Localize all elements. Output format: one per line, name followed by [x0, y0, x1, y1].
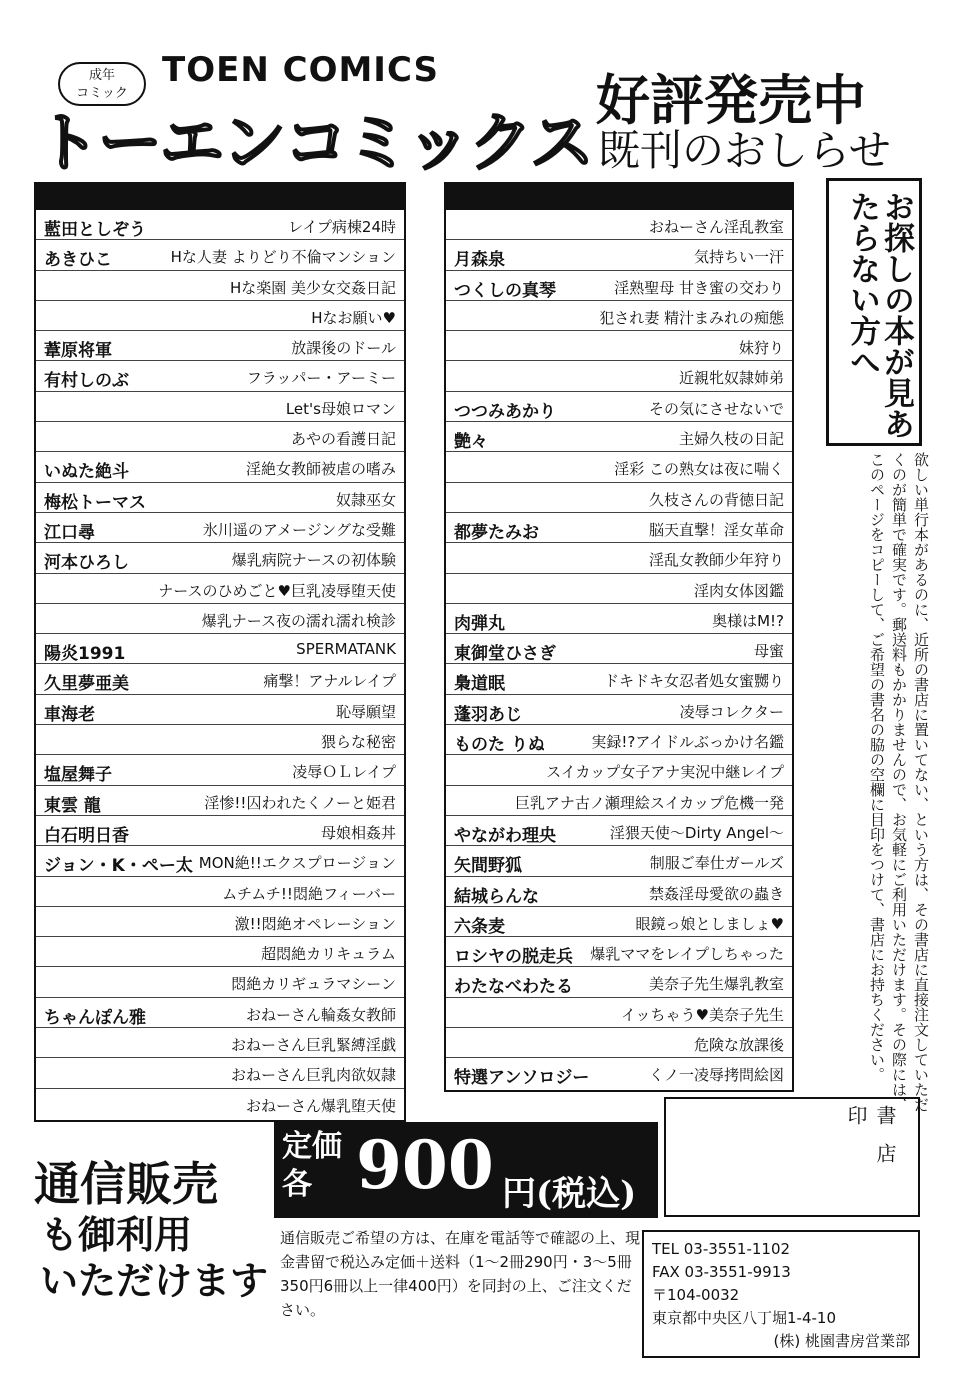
book-title: ドキドキ女忍者処女蜜嬲り	[603, 672, 784, 691]
seinen-label: 成年 コミック	[76, 68, 128, 101]
book-title: 美奈子先生爆乳教室	[648, 975, 784, 994]
book-row	[446, 301, 792, 331]
bookstore-stamp-box	[664, 1097, 920, 1217]
book-row	[446, 816, 792, 846]
book-title: 実録!?アイドルぶっかけ名鑑	[591, 733, 784, 752]
book-row	[36, 937, 404, 967]
book-author: ジョン・K・ペー太	[44, 856, 193, 877]
book-row	[446, 271, 792, 301]
book-title: Hな人妻 よりどり不倫マンション	[170, 248, 396, 267]
book-row	[36, 604, 404, 634]
book-author: 久里夢亜美	[44, 674, 129, 695]
mail-order-subtitle-1: も御利用	[40, 1213, 193, 1257]
book-author: 江口尋	[44, 522, 95, 543]
book-row	[446, 513, 792, 543]
book-title: おねーさん巨乳肉欲奴隷	[230, 1066, 396, 1085]
book-row	[36, 634, 404, 664]
book-author: 白石明日香	[44, 825, 129, 846]
book-title: 淫肉女体図鑑	[693, 581, 784, 600]
book-row	[36, 361, 404, 391]
mail-order-subtitle	[40, 1212, 268, 1304]
book-row	[36, 422, 404, 452]
book-author: 梟道眠	[454, 674, 505, 695]
contact-address: 東京都中央区八丁堀1-4-10	[652, 1309, 836, 1327]
book-author: 蓬羽あじ	[454, 704, 522, 725]
stamp-label: 書店印	[844, 1105, 897, 1181]
book-title: 巨乳アナ古ノ瀬理絵スイカップ危機一発	[514, 793, 784, 812]
book-row	[36, 301, 404, 331]
book-row	[36, 664, 404, 694]
book-row	[446, 574, 792, 604]
book-row	[36, 998, 404, 1028]
book-row	[446, 755, 792, 785]
book-row	[446, 210, 792, 240]
book-row	[36, 755, 404, 785]
mail-order-title: 通信販売	[34, 1157, 218, 1211]
book-row	[446, 483, 792, 513]
left-list-header-bar	[36, 184, 404, 210]
book-title: 禁姦淫母愛欲の蟲き	[648, 884, 784, 903]
book-row	[446, 846, 792, 876]
book-row	[36, 816, 404, 846]
book-title: 爆乳病院ナースの初体験	[231, 551, 396, 570]
book-author: 葦原将軍	[44, 341, 112, 362]
book-row	[36, 210, 404, 240]
book-title: フラッパー・アーミー	[246, 369, 396, 388]
book-title: 妹狩り	[738, 339, 784, 358]
book-title: 痛撃！アナルレイプ	[263, 672, 396, 691]
book-title: Hなお願い♥	[311, 308, 396, 327]
book-author: いぬた絶斗	[44, 462, 129, 483]
book-title: 淫惨!!囚われたくノーと姫君	[204, 793, 396, 812]
book-row	[36, 513, 404, 543]
book-title: 主婦久枝の日記	[678, 430, 784, 449]
book-row	[36, 1058, 404, 1088]
book-title: 淫猥天使〜Dirty Angel〜	[609, 823, 784, 842]
book-author: 東雲 龍	[44, 795, 101, 816]
book-row	[36, 331, 404, 361]
book-author: ちゃんぽん雅	[44, 1007, 146, 1028]
book-title: 奥様はM!?	[712, 611, 784, 630]
sidebar-heading-box	[826, 178, 922, 446]
price-value: 900	[356, 1126, 494, 1204]
mail-order-instructions: 通信販売ご希望の方は、在庫を電話等で確認の上、現金書留で税込み定価＋送料（1〜2冊290円・3〜5冊350円6冊以上一律400円）を同封の上、ご注文ください。	[280, 1229, 641, 1319]
book-title: 脳天直撃！淫女革命	[648, 520, 784, 539]
book-row	[446, 1058, 792, 1088]
book-row	[36, 452, 404, 482]
right-list-rows	[446, 210, 792, 1089]
book-title: おねーさん巨乳緊縛淫戯	[230, 1036, 396, 1055]
book-row	[446, 786, 792, 816]
book-title: 放課後のドール	[291, 339, 396, 358]
book-row	[36, 695, 404, 725]
book-author: 月森泉	[454, 250, 505, 271]
book-row	[36, 877, 404, 907]
backlist-notice-heading: 既刊のおしらせ	[598, 126, 891, 175]
price-prefix: 定価 各	[282, 1129, 342, 1202]
book-row	[446, 452, 792, 482]
book-title: 近親牝奴隷姉弟	[678, 369, 784, 388]
book-author: 河本ひろし	[44, 553, 129, 574]
book-title: SPERMATANK	[296, 640, 396, 659]
book-author: 陽炎1991	[44, 644, 126, 665]
book-title: 爆乳ママをレイプしちゃった	[590, 945, 784, 964]
book-row	[36, 786, 404, 816]
book-row	[446, 543, 792, 573]
book-row	[446, 725, 792, 755]
book-row	[36, 543, 404, 573]
book-author: つつみあかり	[454, 401, 556, 422]
book-title: 氷川遥のアメージングな受難	[202, 520, 396, 539]
book-author: わたなべわたる	[454, 977, 573, 998]
book-row	[36, 483, 404, 513]
brand-jp: トーエンコミックス	[36, 107, 593, 181]
book-title: MON絶!!エクスプロージョン	[198, 854, 396, 873]
now-on-sale-heading: 好評発売中	[596, 69, 866, 132]
book-row	[36, 1089, 404, 1119]
book-row	[446, 967, 792, 997]
book-title: 眼鏡っ娘としましょ♥	[635, 914, 784, 933]
book-title: 奴隷巫女	[335, 490, 396, 509]
book-title: 淫彩 この熟女は夜に喘く	[614, 460, 784, 479]
sidebar-heading: お探しの本が見あたらない方へ	[844, 191, 914, 439]
book-author: 特選アンソロジー	[454, 1068, 590, 1089]
book-title: 母娘相姦丼	[320, 823, 396, 842]
book-title: ナースのひめごと♥巨乳凌辱堕天使	[158, 581, 396, 600]
contact-box	[642, 1230, 920, 1358]
book-title: 超悶絶カリキュラム	[261, 945, 396, 964]
book-author: 梅松トーマス	[44, 492, 146, 513]
book-title: Let's母娘ロマン	[285, 399, 396, 418]
contact-tel: TEL 03-3551-1102	[652, 1240, 791, 1258]
book-row	[36, 846, 404, 876]
contact-fax: FAX 03-3551-9913	[652, 1263, 791, 1281]
book-title: 気持ちい一汗	[693, 248, 784, 267]
book-title: くノ一凌辱拷問絵図	[648, 1066, 784, 1085]
book-author: ものた りぬ	[454, 735, 545, 756]
contact-postal: 〒104-0032	[652, 1286, 740, 1304]
book-row	[36, 574, 404, 604]
book-title: 恥辱願望	[335, 702, 396, 721]
book-author: 六条麦	[454, 916, 505, 937]
right-list-header-bar	[446, 184, 792, 210]
book-author: 塩屋舞子	[44, 765, 112, 786]
book-row	[446, 664, 792, 694]
book-row	[446, 907, 792, 937]
book-row	[446, 695, 792, 725]
contact-company: (株) 桃園書房営業部	[773, 1332, 910, 1350]
book-title: ムチムチ!!悶絶フィーバー	[222, 884, 396, 903]
book-title: おねーさん淫乱教室	[648, 218, 784, 236]
book-row	[446, 604, 792, 634]
book-title: 淫熟聖母 甘き蜜の交わり	[614, 278, 784, 297]
book-author: 都夢たみお	[454, 522, 539, 543]
book-author: 有村しのぶ	[44, 371, 129, 392]
book-author: やながわ理央	[454, 825, 556, 846]
book-title: おねーさん輪姦女教師	[245, 1005, 396, 1024]
sidebar-body-text: 欲しい単行本があるのに、近所の書店に置いてない、という方は、その書店に直接注文していただくのが簡単で確実です。郵送料もかかりませんので、お気軽にご利用いただけます。その際には、このページをコピーして、ご希望の書名の脇の空欄に目印をつけて、書店にお持ちください。	[868, 452, 930, 1112]
book-row	[446, 998, 792, 1028]
mail-order-subtitle-2: いただけます	[40, 1259, 269, 1303]
book-row	[36, 967, 404, 997]
book-row	[36, 907, 404, 937]
book-title: 犯され妻 精汁まみれの痴態	[599, 308, 784, 327]
book-row	[446, 634, 792, 664]
book-title: 凌辱コレクター	[679, 702, 784, 721]
book-row	[446, 361, 792, 391]
book-title: 爆乳ナース夜の濡れ濡れ検診	[201, 611, 396, 630]
book-title: 制服ご奉仕ガールズ	[649, 854, 784, 873]
left-list-rows	[36, 210, 404, 1119]
book-row	[446, 392, 792, 422]
book-row	[446, 331, 792, 361]
book-author: 肉弾丸	[454, 613, 505, 634]
book-author: 矢間野狐	[454, 856, 522, 877]
left-book-list	[34, 182, 406, 1122]
book-author: あきひこ	[44, 250, 112, 271]
book-row	[36, 725, 404, 755]
book-title: おねーさん爆乳堕天使	[245, 1096, 396, 1115]
book-row	[36, 271, 404, 301]
book-row	[446, 1028, 792, 1058]
book-title: Hな楽園 美少女交姦日記	[229, 278, 396, 297]
book-title: 凌辱ＯＬレイプ	[292, 763, 396, 782]
book-row	[36, 1028, 404, 1058]
book-author: 結城らんな	[454, 886, 539, 907]
book-title: 淫絶女教師被虐の嗜み	[245, 460, 396, 479]
book-title: 激!!悶絶オペレーション	[234, 914, 396, 933]
brand-en: TOEN COMICS	[162, 50, 440, 90]
book-author: 東御堂ひさぎ	[454, 644, 556, 665]
book-title: 淫乱女教師少年狩り	[648, 551, 784, 570]
book-title: スイカップ女子アナ実況中継レイプ	[546, 763, 784, 782]
book-author: 車海老	[44, 704, 95, 725]
book-row	[446, 422, 792, 452]
book-author: つくしの真琴	[454, 280, 556, 301]
book-title: あやの看護日記	[290, 430, 396, 449]
book-title: その気にさせないで	[648, 399, 784, 418]
book-title: レイプ病棟24時	[288, 218, 396, 236]
book-title: 母蜜	[753, 642, 784, 661]
book-author: ロシヤの脱走兵	[454, 947, 573, 968]
book-title: 危険な放課後	[693, 1036, 784, 1055]
price-box	[274, 1122, 658, 1218]
book-row	[446, 240, 792, 270]
book-row	[446, 937, 792, 967]
book-row	[446, 877, 792, 907]
price-suffix: 円(税込)	[502, 1174, 637, 1214]
right-book-list	[444, 182, 794, 1092]
book-author: 艶々	[454, 432, 488, 453]
book-title: 久枝さんの背徳日記	[648, 490, 784, 509]
book-author: 藍田としぞう	[44, 220, 146, 240]
book-row	[36, 240, 404, 270]
book-title: 悶絶カリギュラマシーン	[231, 975, 396, 994]
book-row	[36, 392, 404, 422]
book-title: 猥らな秘密	[320, 733, 396, 752]
book-title: イッちゃう♥美奈子先生	[620, 1005, 784, 1024]
